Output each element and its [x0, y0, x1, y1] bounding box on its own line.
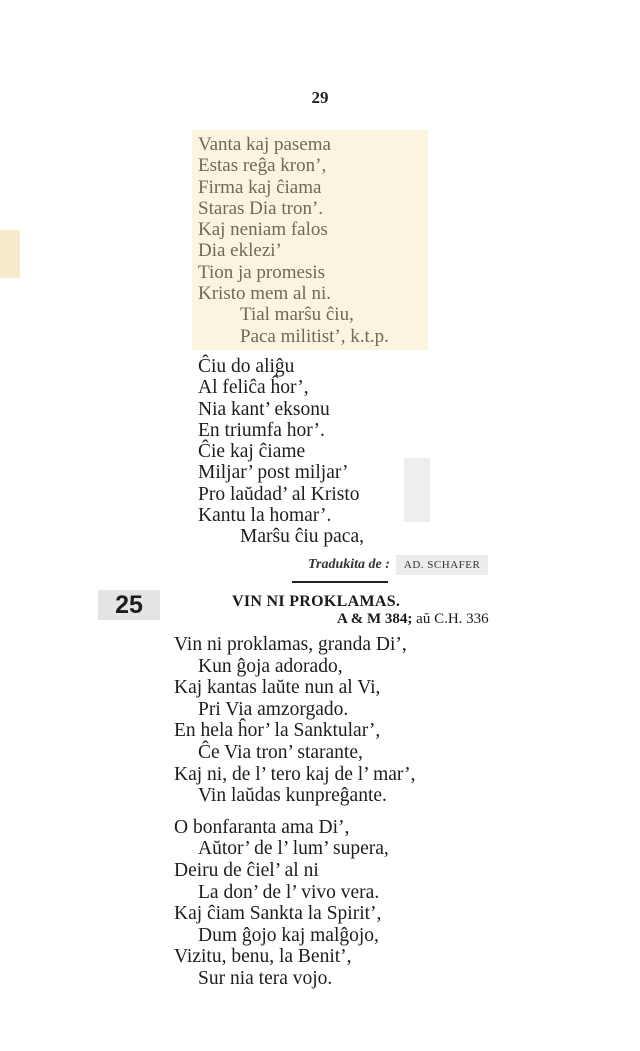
verse-line: Miljar’ post miljar’ — [198, 462, 349, 484]
hymn-line: Ĉe Via tron’ starante, — [198, 741, 363, 763]
hymn-number: 25 — [98, 590, 160, 620]
verse-line: Tion ja promesis — [198, 261, 326, 283]
hymn-line: La don’ de l’ vivo vera. — [198, 881, 380, 903]
translator-label: Tradukita de : — [308, 557, 390, 572]
hymn-line: En hela ĥor’ la Sanktular’, — [174, 720, 381, 742]
verse-line: Kristo mem al ni. — [198, 283, 331, 305]
hymn-text — [174, 634, 415, 1000]
verse-final — [198, 356, 364, 548]
hymn-line: Kaj ĉiam Sankta la Spirit’, — [174, 903, 382, 925]
verse-line: Vanta kaj pasema — [198, 134, 331, 155]
page-number: 29 — [311, 88, 329, 107]
hymn-line: Vizitu, benu, la Benit’, — [174, 946, 352, 968]
section-divider — [292, 581, 388, 583]
tune-reference-alternate: aŭ C.H. 336 — [416, 611, 489, 627]
hymn-line: Kaj ni, de l’ tero kaj de l’ mar’, — [174, 763, 416, 785]
verse-line: Kaj neniam falos — [198, 219, 328, 241]
hymn-line: Vin ni proklamas, granda Di’, — [174, 634, 407, 655]
verse-line: Pro laŭdad’ al Kristo — [198, 483, 360, 505]
verse-line: Dia eklezi’ — [198, 240, 282, 262]
hymn-stanza — [174, 817, 415, 990]
verse-line: Nia kant’ eksonu — [198, 398, 330, 420]
tune-reference-primary: A & M 384; — [337, 611, 413, 627]
hymn-title: VIN NI PROKLAMAS. — [232, 593, 401, 610]
hymn-line: Kaj kantas laŭte nun al Vi, — [174, 677, 381, 699]
verse-line: En triumfa hor’. — [198, 419, 325, 441]
verse-line: Ĉie kaj ĉiame — [198, 441, 306, 463]
page-edge-tab — [0, 230, 20, 278]
hymn-line: Kun ĝoja adorado, — [198, 655, 343, 677]
verse-line: Staras Dia tron’. — [198, 197, 324, 219]
verse-line: Al feliĉa ĥor’, — [198, 377, 309, 399]
verse-line: Tial marŝu ĉiu, — [240, 304, 354, 326]
verse-line: Estas reĝa kron’, — [198, 155, 327, 177]
verse-highlighted — [198, 134, 389, 347]
hymn-line: Deiru de ĉiel’ al ni — [174, 859, 319, 881]
hymn-line: Vin laŭdas kunpreĝante. — [198, 785, 387, 807]
hymn-line: Aŭtor’ de l’ lum’ supera, — [198, 838, 389, 860]
verse-line: Kantu la homar’. — [198, 505, 332, 527]
verse-line: Firma kaj ĉiama — [198, 176, 322, 198]
hymn-stanza — [174, 634, 415, 807]
tune-reference — [337, 611, 489, 628]
page-smudge — [404, 458, 430, 522]
verse-line: Paca militist’, k.t.p. — [240, 325, 389, 347]
verse-line: Marŝu ĉiu paca, — [240, 526, 364, 548]
hymn-line: O bonfaranta ama Di’, — [174, 816, 350, 838]
translator-name: AD. SCHAFER — [396, 555, 488, 575]
hymn-line: Pri Via amzorgado. — [198, 698, 349, 720]
translator-attribution — [308, 555, 488, 575]
verse-line: Ĉiu do aliĝu — [198, 356, 295, 377]
hymn-line: Sur nia tera vojo. — [198, 967, 333, 989]
hymn-line: Dum ĝojo kaj malĝojo, — [198, 924, 379, 946]
